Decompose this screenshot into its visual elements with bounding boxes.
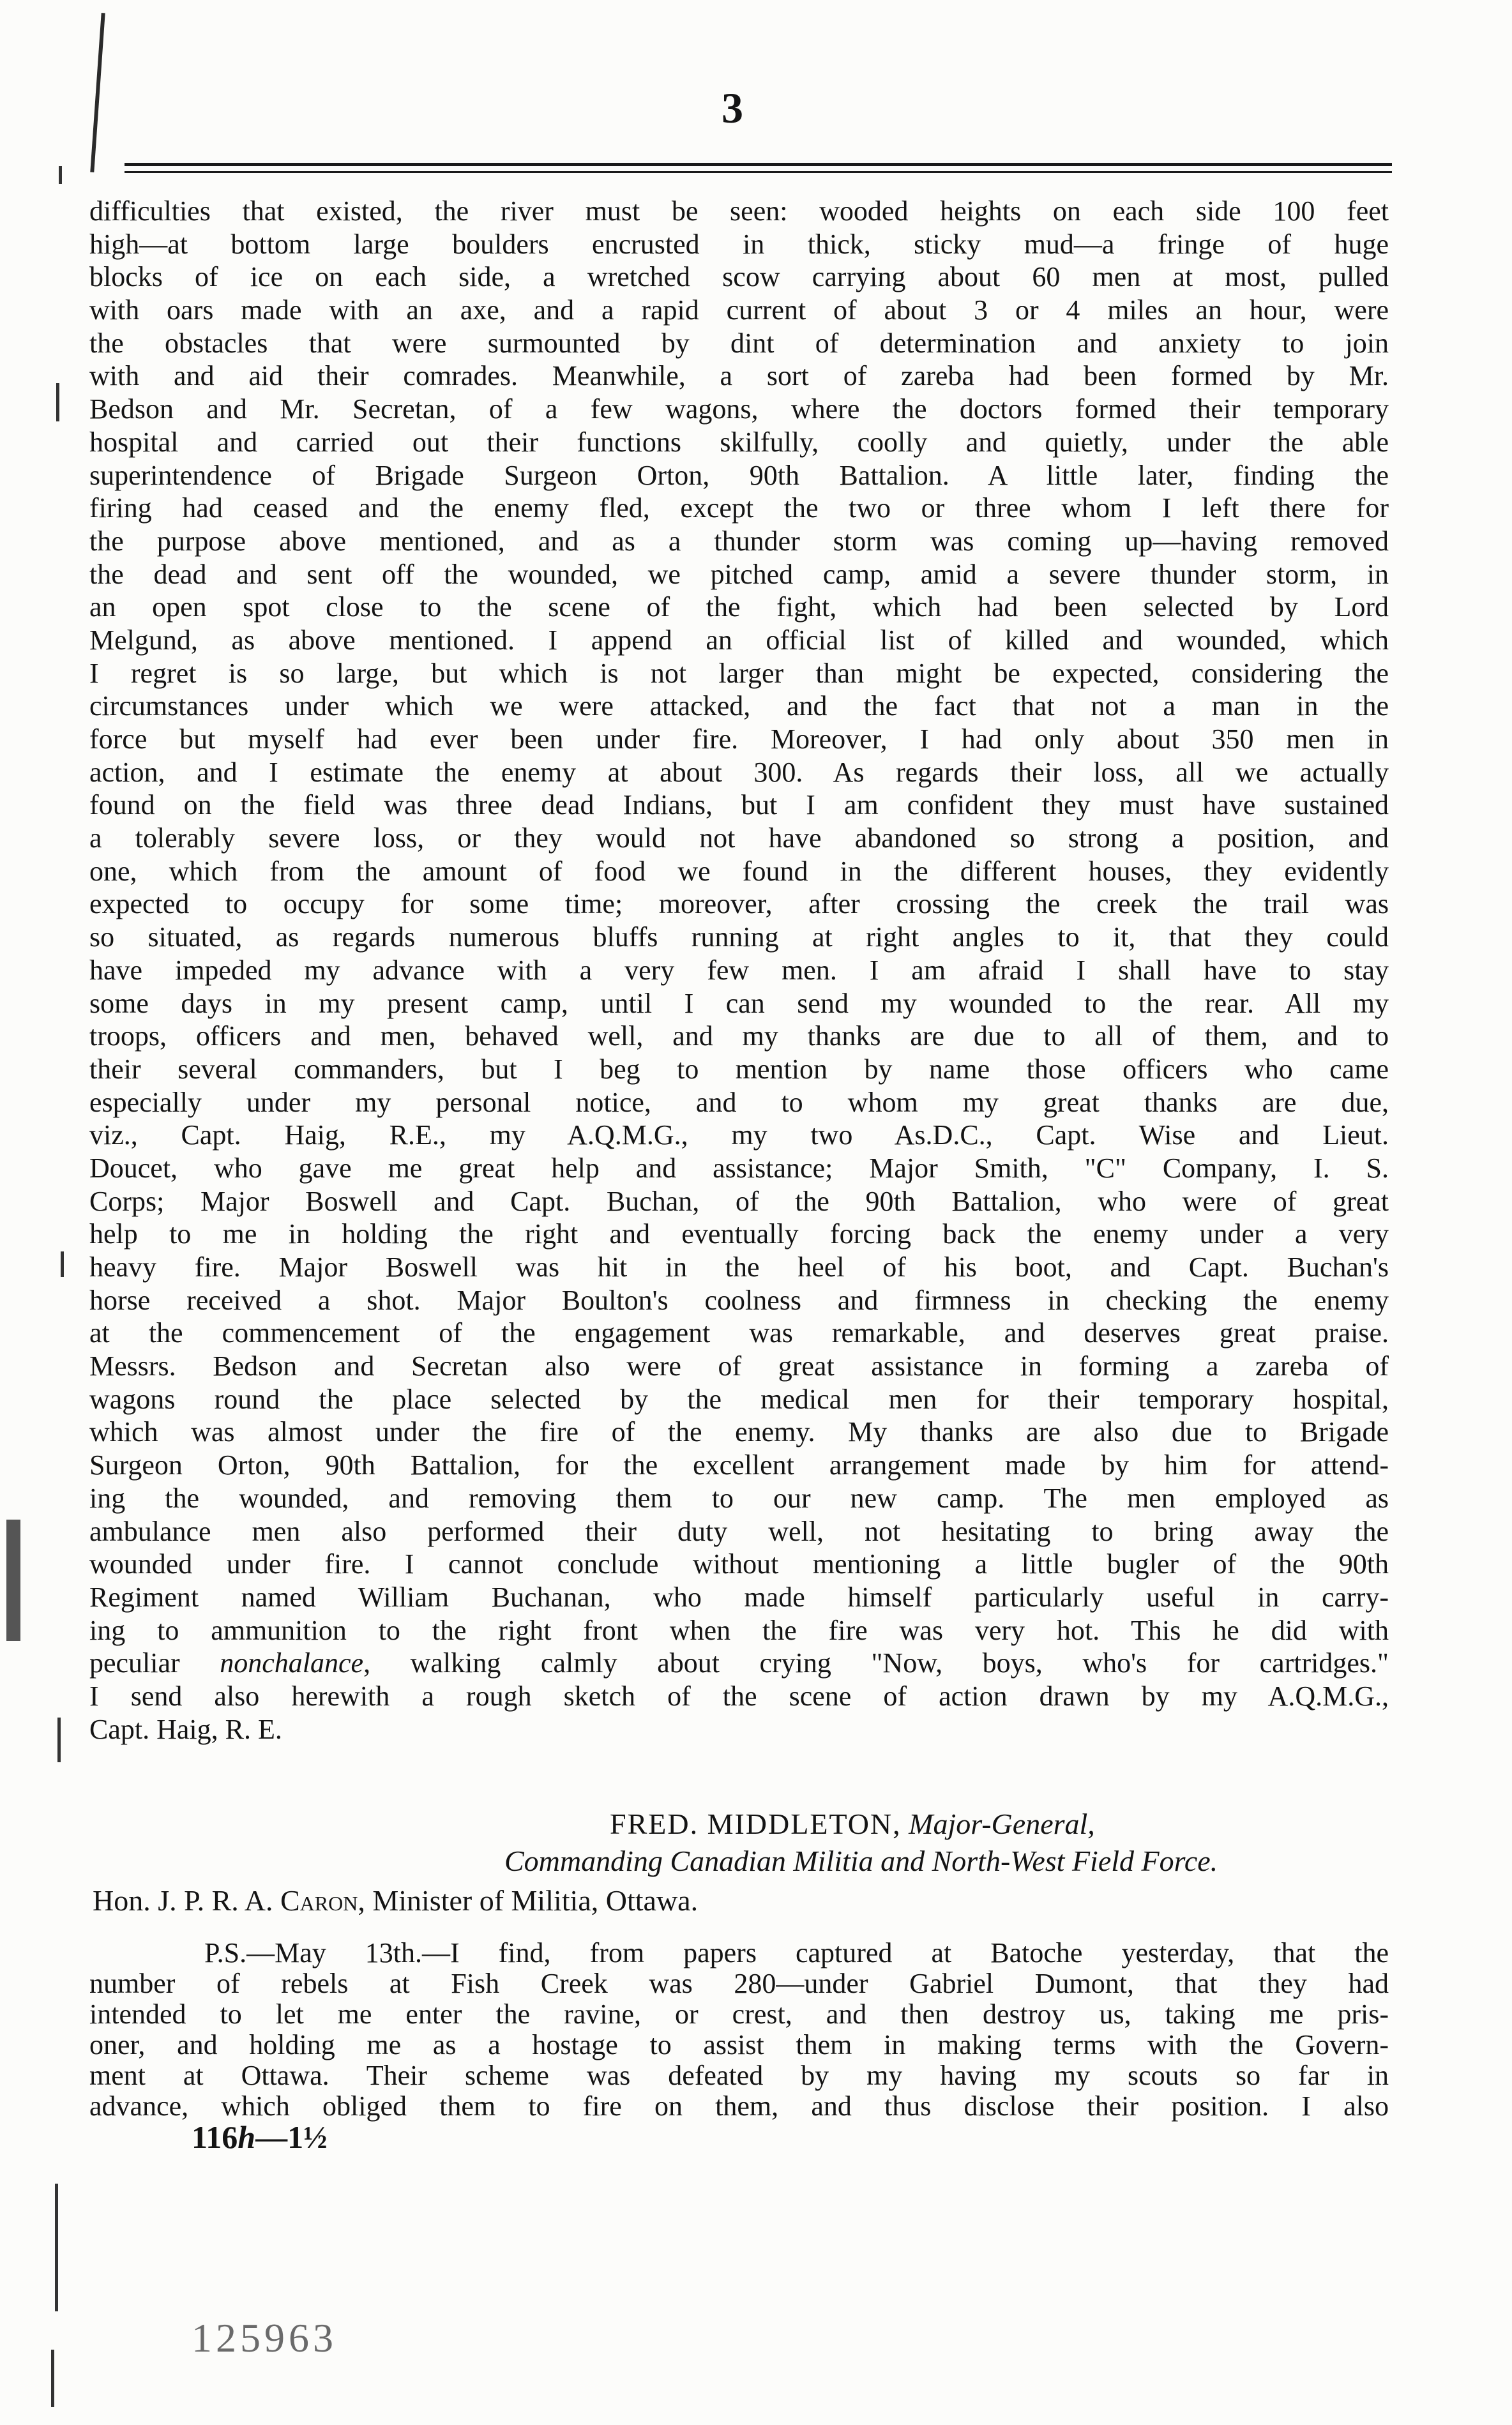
margin-speck <box>59 166 62 184</box>
body-line: with oars made with an axe, and a rapid current of about 3 or 4 miles an hour, were <box>89 294 1389 326</box>
body-line: the purpose above mentioned, and as a thunder storm was coming up—having removed <box>89 525 1389 557</box>
postscript-line: P.S.—May 13th.—I find, from papers captured at Batoche yesterday, that the <box>204 1938 1389 1968</box>
sheet-mark-number: 116 <box>192 2119 238 2155</box>
postscript-line: number of rebels at Fish Creek was 280—under Gabriel Dumont, that they had <box>89 1968 1389 1999</box>
body-line: at the commencement of the engagement was remarkable, and deserves great praise. <box>89 1317 1389 1349</box>
body-line: horse received a shot. Major Boulton's coolness and firmness in checking the enemy <box>89 1284 1389 1316</box>
body-line: a tolerably severe loss, or they would not have abandoned so strong a position, and <box>89 822 1389 854</box>
addressee-name: Caron <box>280 1884 358 1917</box>
signature <box>610 1807 1095 1841</box>
body-line: peculiar nonchalance, walking calmly about crying "Now, boys, who's for cartridges." <box>89 1647 1389 1679</box>
body-line: viz., Capt. Haig, R.E., my A.Q.M.G., my two As.D.C., Capt. Wise and Lieut. <box>89 1119 1389 1151</box>
body-line: Regiment named William Buchanan, who made himself particularly useful in carry- <box>89 1581 1389 1613</box>
body-line: Capt. Haig, R. E. <box>89 1713 282 1745</box>
addressee-suffix: , Minister of Militia, Ottawa. <box>358 1884 699 1917</box>
page-number: 3 <box>722 84 743 132</box>
margin-speck <box>56 383 59 421</box>
body-line: their several commanders, but I beg to mention by name those officers who came <box>89 1053 1389 1085</box>
body-line: ing the wounded, and removing them to our new camp. The men employed as <box>89 1482 1389 1514</box>
header-rule-top <box>125 163 1392 166</box>
body-line: especially under my personal notice, and to whom my great thanks are due, <box>89 1086 1389 1118</box>
margin-speck <box>51 2350 54 2407</box>
body-line: high—at bottom large boulders encrusted in thick, sticky mud—a fringe of huge <box>89 228 1389 260</box>
body-paragraph <box>89 195 1389 1746</box>
binding-margin-bar <box>6 1520 20 1641</box>
signature-rank: Major-General, <box>909 1808 1095 1840</box>
margin-speck <box>57 1718 61 1762</box>
margin-speck <box>55 2184 58 2311</box>
body-line: heavy fire. Major Boswell was hit in the heel of his boot, and Capt. Buchan's <box>89 1251 1389 1283</box>
sheet-mark-letter: h <box>238 2119 256 2155</box>
body-line: found on the field was three dead Indians, but I am confident they must have sustained <box>89 789 1389 821</box>
postscript-line: advance, which obliged them to fire on them, and thus disclose their position. I also <box>89 2091 1389 2122</box>
body-line: Corps; Major Boswell and Capt. Buchan, of the 90th Battalion, who were of great <box>89 1185 1389 1217</box>
body-line: difficulties that existed, the river must be seen: wooded heights on each side 100 feet <box>89 195 1389 227</box>
body-line: one, which from the amount of food we found in the different houses, they evidently <box>89 855 1389 887</box>
postscript-line: oner, and holding me as a hostage to assist them in making terms with the Govern- <box>89 2030 1389 2060</box>
body-line: an open spot close to the scene of the fight, which had been selected by Lord <box>89 591 1389 623</box>
body-line: hospital and carried out their functions skilfully, coolly and quietly, under the able <box>89 426 1389 458</box>
body-line: help to me in holding the right and eventually forcing back the enemy under a very <box>89 1218 1389 1250</box>
body-line: Surgeon Orton, 90th Battalion, for the excellent arrangement made by him for attend- <box>89 1449 1389 1481</box>
body-line: circumstances under which we were attacked, and the fact that not a man in the <box>89 690 1389 722</box>
body-line: expected to occupy for some time; moreover, after crossing the creek the trail was <box>89 888 1389 920</box>
body-line: Melgund, as above mentioned. I append an official list of killed and wounded, which <box>89 624 1389 656</box>
body-line: blocks of ice on each side, a wretched scow carrying about 60 men at most, pulled <box>89 261 1389 293</box>
postscript-line: ment at Ottawa. Their scheme was defeated by my having my scouts so far in <box>89 2060 1389 2091</box>
body-line: some days in my present camp, until I can send my wounded to the rear. All my <box>89 987 1389 1019</box>
body-line: the dead and sent off the wounded, we pitched camp, amid a severe thunder storm, in <box>89 558 1389 590</box>
binding-margin-line <box>90 13 105 172</box>
body-line: Doucet, who gave me great help and assistance; Major Smith, "C" Company, I. S. <box>89 1152 1389 1184</box>
body-line: the obstacles that were surmounted by dint of determination and anxiety to join <box>89 327 1389 359</box>
postscript-paragraph <box>89 1938 1389 2122</box>
addressee-prefix: Hon. J. P. R. A. <box>93 1884 280 1917</box>
sheet-mark-suffix: —1½ <box>255 2119 328 2155</box>
body-line: ing to ammunition to the right front when the fire was very hot. This he did with <box>89 1614 1389 1646</box>
body-line: Messrs. Bedson and Secretan also were of great assistance in forming a zareba of <box>89 1350 1389 1382</box>
italic-word: nonchalance <box>220 1647 364 1679</box>
body-line: ambulance men also performed their duty well, not hesitating to bring away the <box>89 1515 1389 1547</box>
body-line: force but myself had ever been under fire. Moreover, I had only about 350 men in <box>89 723 1389 755</box>
body-line: action, and I estimate the enemy at about 300. As regards their loss, all we actually <box>89 756 1389 788</box>
body-line: with and aid their comrades. Meanwhile, a sort of zareba had been formed by Mr. <box>89 360 1389 392</box>
stamp-number: 125963 <box>192 2315 337 2361</box>
body-line: which was almost under the fire of the enemy. My thanks are also due to Brigade <box>89 1416 1389 1448</box>
body-line: so situated, as regards numerous bluffs running at right angles to it, that they could <box>89 921 1389 953</box>
addressee <box>93 1884 698 1917</box>
body-line: troops, officers and men, behaved well, and my thanks are due to all of them, and to <box>89 1020 1389 1052</box>
signature-name: FRED. MIDDLETON, <box>610 1808 902 1840</box>
body-line: wagons round the place selected by the medical men for their temporary hospital, <box>89 1383 1389 1415</box>
body-line: Bedson and Mr. Secretan, of a few wagons, where the doctors formed their temporary <box>89 393 1389 425</box>
body-line: superintendence of Brigade Surgeon Orton, 90th Battalion. A little later, finding the <box>89 459 1389 491</box>
sheet-signature-mark <box>192 2119 328 2156</box>
body-line: wounded under fire. I cannot conclude without mentioning a little bugler of the 90th <box>89 1548 1389 1580</box>
body-line: I send also herewith a rough sketch of the scene of action drawn by my A.Q.M.G., <box>89 1680 1389 1712</box>
margin-speck <box>61 1251 64 1277</box>
postscript-line: intended to let me enter the ravine, or crest, and then destroy us, taking me pris- <box>89 1999 1389 2030</box>
body-line: have impeded my advance with a very few men. I am afraid I shall have to stay <box>89 954 1389 986</box>
body-line: I regret is so large, but which is not larger than might be expected, considering the <box>89 657 1389 689</box>
body-line: firing had ceased and the enemy fled, except the two or three whom I left there for <box>89 492 1389 524</box>
header-rule-bottom <box>125 171 1392 173</box>
signature-title: Commanding Canadian Militia and North-West Field Force. <box>504 1845 1218 1877</box>
